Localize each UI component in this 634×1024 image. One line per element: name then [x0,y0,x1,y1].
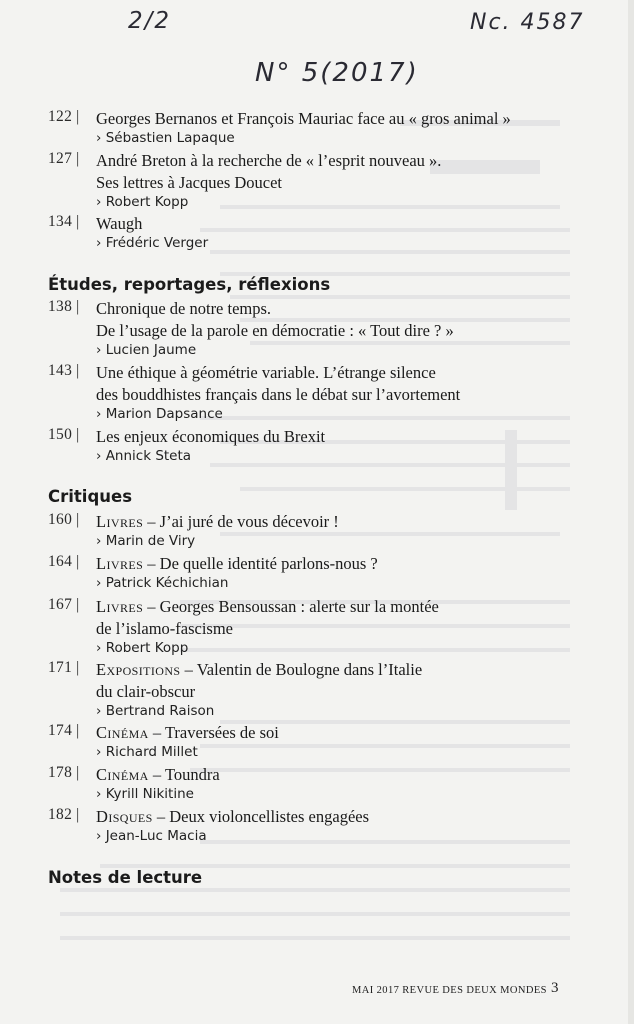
entry-title: Cinéma – Toundra [96,765,220,784]
entry-author: › Marin de Viry [96,533,196,549]
entry-category: Cinéma [96,765,149,784]
entry-category: Livres [96,512,144,531]
entry-title: Waugh [96,214,143,233]
entry-author: › Kyrill Nikitine [96,786,194,802]
magazine-page: 2/2 Nc. 4587 N° 5(2017) 122 | Georges Bernanos et François Mauriac face au « gros animal » › Sébastien Lapaque 127 | André Breton à la recherche de « l’esprit nouveau ». Ses lettres à Jacques Doucet › Robert Kopp 134 | Waugh › Frédéric Verger Études, reportages, réflexions 138 | Chronique de notre temps. De l’usage de la parole en démocratie : « Tout dire ? » › Lucien Jaume 143 | Une éthique à géométrie variable. L’étrange silence des bouddhistes français dans le débat sur l’avortement › Marion Dapsance 150 | Les enjeux économiques du Brexit › Annick Steta Critiques 160 | Livres – J’ai juré de vous décevoir ! › Marin de Viry 164 | Livres – De quelle identité parlons-nous ? › Patrick Kéchichian 167 | Livres – Georges Bensoussan : alerte sur la montée de l’islamo-fascisme › Robert Kopp 171 | Expositions – Valentin de Boulogne dans l’Italie du clair-obscur › Bertrand Raison 174 | Cinéma – Traversées de soi › Richard Millet 178 | Cinéma – Toundra › Kyrill Nikitine 182 | Disques – Deux violoncellistes engagées › Jean-Luc Macia Notes de lecture MAI 2017 REVUE DES DEUX MONDES 3 [0,0,634,1024]
entry-category: Disques [96,807,153,826]
handwritten-note-top-right: Nc. 4587 [470,10,585,35]
entry-author: › Robert Kopp [96,640,189,656]
entry-title: Cinéma – Traversées de soi [96,723,279,742]
entry-page-number: 138 [48,298,73,315]
page-number: 3 [551,980,559,996]
entry-category: Expositions [96,660,181,679]
handwritten-note-top-left: 2/2 [128,8,172,34]
entry-page-number: 122 [48,108,73,125]
entry-author: › Frédéric Verger [96,235,209,251]
entry-page-number: 171 [48,659,73,676]
entry-title: Une éthique à géométrie variable. L’étrange silence des bouddhistes français dans le débat sur l’avortement [96,363,461,404]
entry-page-number: 167 [48,596,73,613]
entry-author: › Jean-Luc Macia [96,828,207,844]
entry-title: Livres – De quelle identité parlons-nous ? [96,554,378,573]
section-heading: Critiques [48,487,133,506]
entry-category: Livres [96,554,144,573]
entry-page-number: 150 [48,426,73,443]
entry-title: Expositions – Valentin de Boulogne dans l’Italie du clair-obscur [96,660,423,701]
entry-category: Cinéma [96,723,149,742]
entry-page-number: 178 [48,764,73,781]
entry-author: › Lucien Jaume [96,342,197,358]
page-footer: MAI 2017 REVUE DES DEUX MONDES [352,985,547,996]
entry-title: André Breton à la recherche de « l’esprit nouveau ». Ses lettres à Jacques Doucet [96,151,442,192]
entry-title: Georges Bernanos et François Mauriac face au « gros animal » [96,109,511,128]
entry-author: › Marion Dapsance [96,406,223,422]
section-heading: Études, reportages, réflexions [48,275,331,294]
entry-page-number: 164 [48,553,73,570]
entry-title: Livres – Georges Bensoussan : alerte sur la montée de l’islamo-fascisme [96,597,439,638]
entry-title: Disques – Deux violoncellistes engagées [96,807,370,826]
entry-author: › Richard Millet [96,744,198,760]
entry-page-number: 127 [48,150,73,167]
section-heading: Notes de lecture [48,868,203,887]
entry-page-number: 160 [48,511,73,528]
entry-author: › Sébastien Lapaque [96,130,235,146]
page-edge [628,0,634,1024]
handwritten-issue-number: N° 5(2017) [255,58,419,88]
entry-page-number: 182 [48,806,73,823]
entry-page-number: 143 [48,362,73,379]
entry-author: › Patrick Kéchichian [96,575,229,591]
entry-author: › Robert Kopp [96,194,189,210]
entry-title: Livres – J’ai juré de vous décevoir ! [96,512,339,531]
entry-page-number: 174 [48,722,73,739]
entry-author: › Annick Steta [96,448,192,464]
entry-title: Chronique de notre temps. De l’usage de la parole en démocratie : « Tout dire ? » [96,299,454,340]
entry-page-number: 134 [48,213,73,230]
entry-category: Livres [96,597,144,616]
entry-author: › Bertrand Raison [96,703,215,719]
entry-title: Les enjeux économiques du Brexit [96,427,326,446]
